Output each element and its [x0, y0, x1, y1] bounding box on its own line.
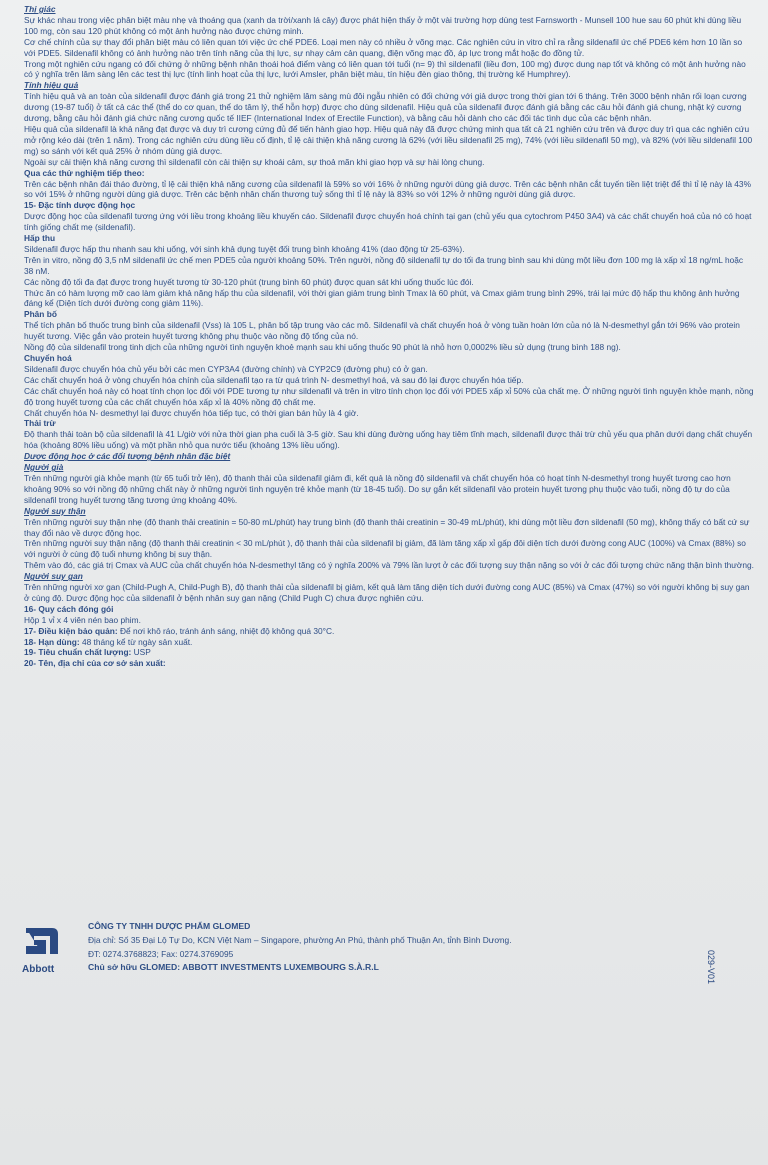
heading-absorption: Hấp thu [24, 233, 56, 244]
paragraph: Hiệu quả của sildenafil là khả năng đạt được và duy trì cương cứng đủ để tiến hành giao hợp. Hiệu quả này đã được chứng minh qua tất cả 21 nghiên cứu trên và được duy trì qua các nghiên cứu mở rộng kéo dài (trên 1 năm). Trong các nghiên cứu dùng liều cố định, tỉ lệ cải thiện khả năng cương là 62% (với liều sildenafil 25 mg), 74% (với liều sildenafil 50 mg), và 82% (với liều sildenafil 100 mg) so sánh với kết quả 25% ở nhóm dùng giả dược. [24, 123, 753, 156]
company-address: Địa chỉ: Số 35 Đại Lộ Tự Do, KCN Việt Nam – Singapore, phường An Phú, thành phố Thuận An, tỉnh Bình Dương. [88, 934, 512, 945]
heading-efficacy: Tính hiệu quả [24, 80, 79, 91]
company-name: CÔNG TY TNHH DƯỢC PHẨM GLOMED [88, 921, 251, 931]
heading-metabolism: Chuyển hoá [24, 353, 72, 363]
paragraph: Sildenafil được hấp thu nhanh sau khi uống, với sinh khả dụng tuyệt đối trung bình khoảng 41% (dao động từ 25-63%). [24, 243, 465, 254]
company-block [22, 918, 722, 978]
paragraph: Các chất chuyển hoá ở vòng chuyển hóa chính của sildenafil tạo ra từ quá trình N- desmethyl hoá, và sau đó lại được chuyển hóa tiếp. [24, 374, 524, 385]
heading-vision: Thị giác [24, 4, 56, 14]
paragraph: Độ thanh thải toàn bộ của sildenafil là 41 L/giờ với nửa thời gian pha cuối là 3-5 giờ. Sau khi dùng đường uống hay tiêm tĩnh mạch, sildenafil được thải trừ chủ yếu qua phân dưới dạng chất chuyển hóa (khoảng 80% liều uống) và một phần nhỏ qua nước tiểu (khoảng 13% liều uống). [24, 429, 753, 451]
paragraph: Sildenafil được chuyển hóa chủ yếu bởi các men CYP3A4 (đường chính) và CYP2C9 (đường phụ) có ở gan. [24, 363, 428, 374]
paragraph: Thêm vào đó, các giá trị Cmax và AUC của chất chuyển hóa N-desmethyl tăng có ý nghĩa 200% và 79% lần lượt ở các đối tượng suy thận nặng so với ở các đối tượng chức năng thận bình thường. [24, 560, 754, 571]
heading-distribution: Phân bố [24, 309, 57, 320]
leaflet-body [24, 4, 754, 669]
paragraph: Dược động học của sildenafil tương ứng với liều trong khoảng liều khuyến cáo. Sildenafil được chuyển hoá chính tại gan (chủ yếu qua cytochrom P450 3A4) và các chất chuyển hoá của nó có hoạt tính giống chất mẹ (sildenafil). [24, 211, 752, 233]
heading-special-populations: Dược động học ở các đối tượng bệnh nhân đặc biệt [24, 451, 231, 462]
paragraph: Trên những người xơ gan (Child-Pugh A, Child-Pugh B), độ thanh thải của sildenafil bị giảm, kết quả làm tăng diện tích dưới đường cong AUC (85%) và Cmax (47%) so với người không bị suy gan ở cùng độ. Dược động học của sildenafil ở bệnh nhân suy gan nặng (Child Pugh C) chưa được nghiên cứu. [24, 582, 750, 603]
storage-line: 17- Điều kiện bảo quản: Để nơi khô ráo, tránh ánh sáng, nhiệt độ không quá 30°C. [24, 625, 335, 636]
paragraph: Trên những người suy thận nặng (độ thanh thải creatinin < 30 mL/phút ), độ thanh thải của sildenafil bị giảm, đã làm tăng xấp xỉ gấp đôi diện tích dưới đường cong AUC (100%) và Cmax (88%) so với người ở cùng độ tuổi nhưng không bị suy thận. [24, 538, 746, 560]
paragraph: Trên các bệnh nhân đái tháo đường, tỉ lệ cải thiện khả năng cương của sildenafil là 59% so với 16% ở những người dùng giả dược. Trên các bệnh nhân cắt tuyến tiền liệt triệt để thì tỉ lệ này là 43% so với 15% ở những người dùng giả dược. Trên các bệnh nhân chấn thương tuỷ sống thì tỉ lệ này là 83% so với 12% ở những người dùng giả dược. [24, 178, 751, 200]
paragraph: Trên những người suy thận nhẹ (độ thanh thải creatinin = 50-80 mL/phút) hay trung bình (độ thanh thải creatinin = 30-49 mL/phút), khi dùng một liều đơn sildenafil (50 mg), không thấy có bất cứ sự thay đổi nào về dược động học. [24, 516, 750, 538]
standard-line: 19- Tiêu chuẩn chất lượng: USP [24, 647, 151, 658]
paragraph: Chất chuyển hóa N- desmethyl lại được chuyển hóa tiếp tục, có thời gian bán hủy là 4 giờ. [24, 407, 359, 418]
heading-elimination: Thải trừ [24, 418, 56, 429]
paragraph: Sự khác nhau trong việc phân biệt màu nhẹ và thoáng qua (xanh da trời/xanh lá cây) được phát hiện thấy ở một vài trường hợp dùng test Farnsworth - Munsell 100 hue sau 60 phút khi dùng liều 100 mg, còn sau 120 phút không có một ảnh hưởng nào được chứng minh. [24, 14, 742, 36]
paragraph: Trên in vitro, nồng độ 3,5 nM sildenafil ức chế men PDE5 của người khoảng 50%. Trên người, nồng độ sildenafil tự do tối đa trung bình sau khi dùng một liều đơn 100 mg là xấp xỉ 18 ng/mL hoặc 38 nM. [24, 254, 744, 276]
paragraph: Hộp 1 vỉ x 4 viên nén bao phim. [24, 614, 141, 625]
abbott-logo-icon [22, 924, 62, 958]
document-code: 029-V01 [706, 950, 716, 985]
heading-trials: Qua các thử nghiệm tiếp theo: [24, 167, 145, 178]
shelf-life-line: 18- Hạn dùng: 48 tháng kể từ ngày sản xuất. [24, 636, 193, 647]
company-details [88, 920, 512, 975]
heading-hepatic: Người suy gan [24, 571, 83, 582]
paragraph: Các nồng độ tối đa đạt được trong huyết tương từ 30-120 phút (trung bình 60 phút) được quan sát khi uống thuốc lúc đói. [24, 276, 474, 287]
paragraph: Các chất chuyển hoá này có hoạt tính chọn lọc đối với PDE tương tự như sildenafil và trên in vitro tính chọn lọc đối với PDE5 xấp xỉ 50% của chất mẹ. Ở những người tình nguyện khỏe mạnh, nồng độ trong huyết tương của các chất chuyển hóa xấp xỉ là 40% nồng độ chất mẹ. [24, 385, 754, 407]
heading-elderly: Người già [24, 462, 64, 473]
heading-renal: Người suy thận [24, 505, 86, 516]
paragraph: Ngoài sự cải thiện khả năng cương thì sildenafil còn cải thiện sự khoái cảm, sự thoả mãn khi giao hợp và sự hài lòng chung. [24, 156, 485, 167]
abbott-wordmark: Abbott [22, 964, 55, 975]
heading-pharmacokinetics: 15- Đặc tính dược động học [24, 200, 136, 211]
manufacturer-line: 20- Tên, địa chỉ của cơ sở sản xuất: [24, 658, 166, 669]
paragraph: Cơ chế chính của sự thay đổi phân biệt màu có liên quan tới việc ức chế PDE6. Loại men này có nhiều ở võng mạc. Các nghiên cứu in vitro chỉ ra rằng sildenafil ức chế PDE6 kém hơn 10 lần so với PDE5. Sildenafil không có ảnh hưởng nào trên tính năng của thị lực, sự nhạy cảm cản quang, điện võng mạc đồ, áp lực trong mắt hoặc đo đồng tử. [24, 36, 743, 58]
paragraph: Tính hiệu quả và an toàn của sildenafil được đánh giá trong 21 thử nghiệm lâm sàng mù đôi ngẫu nhiên có đối chứng với giả dược trong thời gian tới 6 tháng. Trên 3000 bệnh nhân rối loạn cương dương (19-87 tuổi) ở tất cả các thể (thể do cơ quan, thể do tâm lý, thể hỗn hợp) được cho dùng sildenafil. Hiệu quả của sildenafil được đánh giá bằng các câu hỏi đánh giá chung, nhật ký cương dương, bằng câu hỏi đánh giá chức năng cương quốc tế IIEF (International Index of Erectile Function), và bằng câu hỏi dành cho các đối tác tình dục của các bệnh nhân. [24, 91, 747, 124]
paragraph: Nồng độ của sildenafil trong tinh dịch của những người tình nguyện khoẻ mạnh sau khi uống thuốc 90 phút là nhỏ hơn 0,0002% liều sử dụng (trung bình 188 ng). [24, 342, 621, 353]
company-phone: ĐT: 0274.3768823; Fax: 0274.3769095 [88, 948, 234, 959]
heading-packaging: 16- Quy cách đóng gói [24, 603, 114, 614]
abbott-logo [22, 924, 66, 976]
paragraph: Trên những người già khỏe mạnh (từ 65 tuổi trở lên), độ thanh thải của sildenafil giảm đi, kết quả là nồng độ sildenafil và chất chuyển hóa có hoạt tính N-desmethyl trong huyết tương cao hơn khoảng 90% so với nồng độ những chất này ở những người tình nguyện trẻ khỏe mạnh (từ 18-45 tuổi). Do sự gắn kết sildenafil vào protein huyết tương phụ thuộc vào tuổi, nồng độ tự do của sildenafil trong huyết tương tăng tương ứng khoảng 40%. [24, 472, 731, 505]
paragraph: Thức ăn có hàm lượng mỡ cao làm giảm khả năng hấp thu của sildenafil, với thời gian giảm trung bình Tmax là 60 phút, và Cmax giảm trung bình 29%, trái lại mức độ hấp thu không ảnh hưởng đáng kể (Diện tích dưới đường cong giảm 11%). [24, 287, 740, 309]
paragraph: Trong một nghiên cứu ngang có đối chứng ở những bệnh nhân thoái hoá điểm vàng có liên quan tới tuổi (n= 9) thì sildenafil (liều đơn, 100 mg) được dung nạp tốt và không có một ảnh hưởng nào có ý nghĩa trên lâm sàng lên các test thị lực (tính linh hoạt của thị lực, lưới Amsler, phân biệt màu, tín hiệu đèn giao thông, thị trường kế Humphrey). [24, 58, 746, 80]
paragraph: Thể tích phân bố thuốc trung bình của sildenafil (Vss) là 105 L, phân bố tập trung vào các mô. Sildenafil và chất chuyển hoá ở vòng tuần hoàn lớn của nó là N-desmethyl gắn tới 96% vào protein huyết tương. Việc gắn vào protein huyết tương không phụ thuộc vào nồng độ tổng của nó. [24, 320, 740, 342]
company-owner: Chủ sở hữu GLOMED: ABBOTT INVESTMENTS LUXEMBOURG S.À.R.L [88, 962, 379, 973]
